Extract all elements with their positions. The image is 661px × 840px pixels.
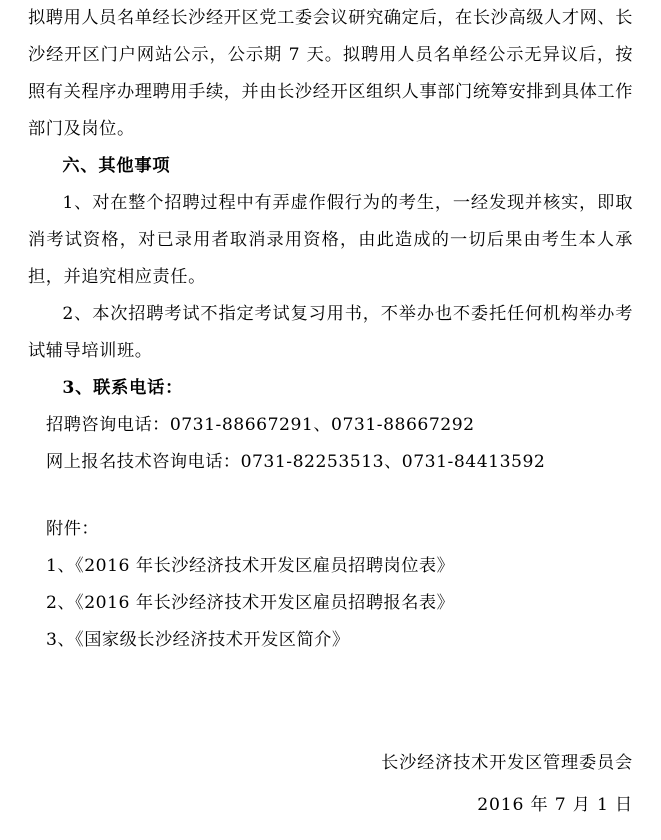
attachments-label: 附件： bbox=[46, 519, 100, 539]
attachment-item-1: 1、《2016 年长沙经济技术开发区雇员招聘岗位表》 bbox=[46, 556, 455, 576]
attachment-item-3: 3、《国家级长沙经济技术开发区简介》 bbox=[46, 630, 350, 650]
paragraph-hire-approval: 拟聘用人员名单经长沙经开区党工委会议研究确定后，在长沙高级人才网、长沙经开区门户网站公示，公示期 7 天。拟聘用人员名单经公示无异议后，按照有关程序办理聘用手续，并由长沙经开区组织人事部门统筹安排到具体工作部门及岗位。 bbox=[28, 8, 633, 139]
attachment-item-2: 2、《2016 年长沙经济技术开发区雇员招聘报名表》 bbox=[46, 593, 455, 613]
contact-technical-phone: 网上报名技术咨询电话：0731-82253513、0731-84413592 bbox=[46, 452, 546, 472]
contact-heading bbox=[28, 370, 633, 407]
contact-heading-label: 联系电话： bbox=[93, 378, 184, 398]
list-item-2: 2、本次招聘考试不指定考试复习用书，不举办也不委托任何机构举办考试辅导培训班。 bbox=[28, 304, 633, 361]
contact-recruitment-phone: 招聘咨询电话：0731-88667291、0731-88667292 bbox=[46, 415, 475, 435]
signature-organization: 长沙经济技术开发区管理委员会 bbox=[381, 753, 633, 773]
section-heading-other-matters: 六、其他事项 bbox=[62, 156, 171, 176]
spacer-before-attachments bbox=[28, 481, 633, 511]
signature-date: 2016 年 7 月 1 日 bbox=[477, 795, 633, 815]
contact-heading-number: 3、 bbox=[62, 378, 94, 398]
list-item-1: 1、对在整个招聘过程中有弄虚作假行为的考生，一经发现并核实，即取消考试资格，对已录用者取消录用资格，由此造成的一切后果由考生本人承担，并追究相应责任。 bbox=[28, 193, 633, 287]
